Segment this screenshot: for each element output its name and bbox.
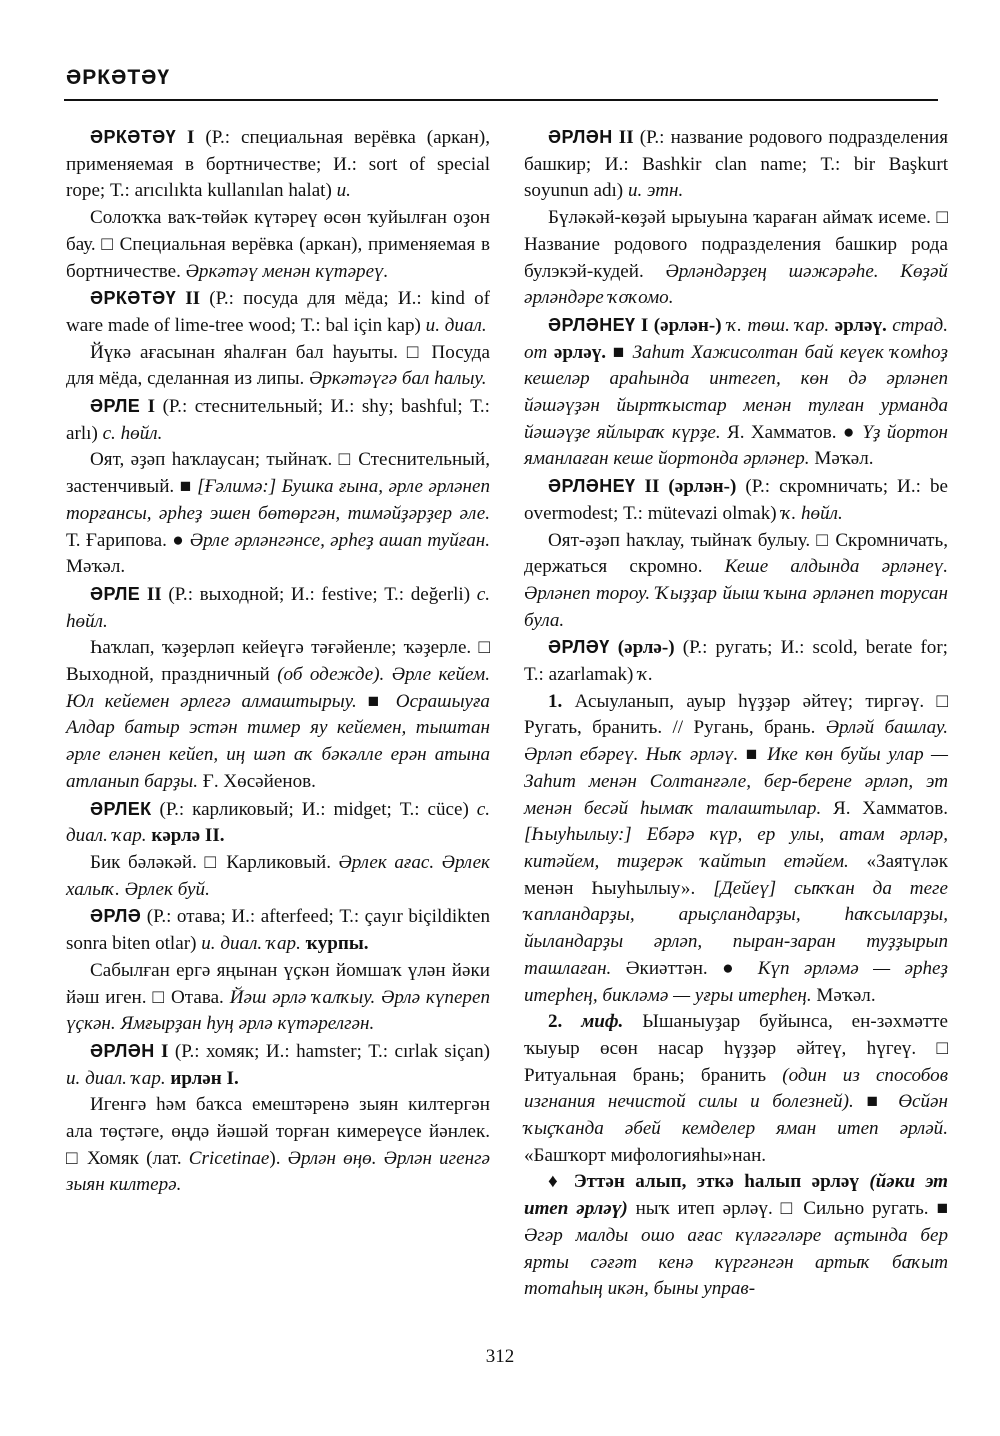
italic-text: страд. от [524, 314, 948, 363]
bold-text: 2. [548, 1011, 563, 1033]
header-rule [64, 99, 938, 101]
dictionary-paragraph [66, 581, 490, 635]
plain-text: Выходной, праздничный [66, 664, 278, 686]
italic-text: Өсйән ҡыҫҡанда әбей кемделер яман итеп әрләй. [524, 1091, 948, 1140]
open-square-marker: □ [101, 233, 114, 255]
page-number: 312 [485, 1346, 515, 1367]
plain-text: (Р.: скромничать; И.: be overmodest; Т.: mütevazi olmak) [524, 476, 948, 524]
italic-text: с. һөйл. [66, 583, 490, 632]
plain-text: «Заятүләк менән Һыуһылыу». [524, 850, 948, 899]
open-square-marker: □ [780, 1198, 796, 1220]
dictionary-paragraph [66, 635, 490, 795]
bold-text: әрләү. [829, 314, 887, 336]
plain-text: Карликовый. [218, 851, 339, 873]
plain-text: (Р.: карликовый; И.: midget; Т.: cüce) [151, 798, 477, 820]
italic-text: Кеше алдында әрләнеү. Əрләнеп тороу. Ҡыҙҙар йыш ҡына әрләнеп торусан була. [524, 556, 948, 631]
bold-text: I [176, 127, 206, 148]
filled-square-marker: ■ [745, 744, 760, 766]
open-square-marker: □ [66, 1147, 80, 1169]
italic-text: ҡ. һөйл. [781, 502, 843, 524]
bold-text: 1. [548, 690, 563, 712]
bold-text: II (әрлән-) [635, 476, 746, 498]
plain-text [357, 691, 368, 712]
headword: ƏРЛЕК [90, 798, 152, 819]
italic-text: [Дейеү] сыҡҡан да теге ҡапландарҙы, арыҫландарҙы, һаҡсыларҙы, йыландарҙы әрләп, пыран-заран туҙҙырып ташлаған. [524, 877, 948, 979]
open-square-marker: □ [478, 637, 490, 659]
headword: ƏРЛƏНЕҮ [548, 314, 636, 335]
dictionary-paragraph [66, 796, 490, 850]
bold-text: ● [172, 529, 185, 551]
italic-text: с. диал. ҡар. [66, 798, 490, 847]
plain-text: «Башҡорт мифологияһы»нан. [524, 1144, 767, 1166]
italic-text: u. этн. [627, 180, 684, 202]
bold-text: ♦ Эттән алып, эткә һалып әрләү [548, 1171, 859, 1193]
dictionary-paragraph [66, 850, 490, 903]
plain-text: Отава. [165, 986, 230, 1008]
plain-text: (Р.: хомяк; И.: hamster; Т.: cırlak siçan) [174, 1040, 490, 1062]
plain-text: (Р.: стеснительный; И.: shy; bashful; Т.: arlı) [66, 396, 490, 444]
headword: ƏРЛЕ [90, 396, 141, 417]
bold-text: I [140, 396, 163, 418]
italic-text: Əгәр малды ошо ағас күләгәләре аҫтында бер ярты сәғәт кенә күргәнгән артыҡ баҡыт тотаһың икән, быны управ- [524, 1224, 948, 1300]
plain-text: Стеснительный, застенчивый. [66, 449, 490, 498]
open-square-marker: □ [936, 1037, 948, 1059]
plain-text: Т. Ғарипова. [66, 529, 173, 551]
bold-text: ● [722, 957, 744, 979]
italic-text: Əрлән өңө. Əрлән игенгә зыян килтерә. [66, 1147, 491, 1196]
bold-text: ● [842, 421, 857, 443]
italic-text: u. диал. ҡар. [66, 1067, 166, 1089]
bold-text: әрләү. [547, 341, 607, 363]
plain-text: (Р.: ругать; И.: scold, berate for; Т.: azarlamak) [524, 637, 948, 686]
plain-text: Я. Хамматов. [821, 797, 948, 819]
italic-text: Əрләндәрҙең шәжәрәһе. Көҙәй әрләндәре ҡоҡомо. [524, 260, 948, 309]
open-square-marker: □ [936, 690, 948, 712]
open-square-marker: □ [152, 986, 166, 1008]
plain-text: (Р.: название родового подразделения башкир; И.: Bashkir clan name; Т.: bir Başkurt soyunun adı) [524, 127, 948, 202]
plain-text [854, 1091, 867, 1112]
italic-text: ҡ. [638, 664, 654, 686]
dictionary-paragraph [66, 285, 490, 339]
plain-text: (Р.: специальная верёвка (аркан), применяемая в бортничестве; И.: sort of special rope; Т.: arıcılıkta kullanılan halat) [66, 127, 490, 202]
italic-text: [Ғәлимә:] Бушка ғына, әрле әрләнеп торғансы, әрһеҙ эшен бөтөргән, тимәйҙәрҙер әле. [66, 476, 490, 524]
italic-text: Күп әрләмә — әрһеҙ итерһең, бикләмә — уғры итерһең. [524, 957, 948, 1006]
bold-text: (әрлә-) [609, 637, 683, 659]
dictionary-paragraph [524, 528, 948, 635]
filled-square-marker: ■ [866, 1091, 886, 1113]
open-square-marker: □ [936, 207, 948, 229]
italic-text: Əрлек ағас. Əрлек халыҡ. Əрлек буй. [66, 851, 490, 900]
plain-text: Я. Хамматов. [720, 421, 843, 443]
plain-text: Название родового подразделения башкир рода булэкэй-кудей. [524, 233, 948, 282]
plain-text: Сильно ругать. [795, 1198, 937, 1220]
dictionary-paragraph [66, 124, 490, 205]
plain-text: ). [269, 1147, 288, 1169]
plain-text: Ритуальная брань; бранить [524, 1064, 783, 1086]
plain-text: Асыуланып, ауыр һүҙҙәр әйтеү; тиргәү. [562, 690, 937, 712]
open-square-marker: □ [406, 341, 423, 363]
dictionary-paragraph [66, 903, 490, 957]
italic-text: ҡ. төш. ҡар. [727, 314, 830, 336]
plain-text: Сабылған ергә яңынан үҫкән йомшаҡ үлән йәки йәш иген. [66, 959, 490, 1008]
bold-text: II [176, 288, 210, 310]
bold-italic-text: (йәки эт итеп әрләү) [524, 1171, 948, 1220]
headword: ƏРЛƏҮ [548, 637, 610, 658]
dictionary-paragraph [66, 1092, 490, 1199]
dictionary-paragraph [524, 205, 948, 312]
plain-text: Специальная верёвка (аркан), применяемая в бортничестве. [66, 233, 490, 282]
headword: ƏРЛƏ [90, 906, 142, 927]
open-square-marker: □ [816, 529, 830, 551]
bold-text: ҡурпы. [300, 933, 369, 955]
bold-text: II [612, 127, 640, 148]
filled-square-marker: ■ [367, 690, 386, 712]
dictionary-paragraph [66, 1038, 490, 1092]
plain-text: Ругать, бранить. // Ругань, брань. [524, 717, 826, 739]
headword: ƏРЛƏН [90, 1040, 155, 1061]
filled-square-marker: ■ [936, 1198, 948, 1220]
plain-text: Ғ. Хөсәйенов. [198, 770, 316, 792]
plain-text: Скромничать, держаться скромно. [524, 529, 948, 578]
headword: ƏРКƏТƏҮ [90, 288, 177, 309]
right-column [524, 124, 948, 1303]
plain-text: (Р.: посуда для мёда; И.: kind of ware made of lime-tree wood; Т.: bal için kap) [66, 288, 490, 336]
left-column [66, 124, 490, 1199]
open-square-marker: □ [338, 449, 352, 471]
italic-text: u. [336, 180, 351, 202]
plain-text: Йүкә ағасынан яһалған бал һауыты. [90, 341, 407, 363]
bold-text: II [140, 583, 169, 605]
italic-text: Əркәтәү менән күтәреү. [185, 260, 389, 282]
plain-text [738, 744, 745, 765]
plain-text: Мәҡәл. [809, 448, 874, 470]
plain-text: ныҡ итеп әрләү. [627, 1198, 781, 1220]
italic-text: Əрле әрләнгәнсе, әрһеҙ ашап туйған. [184, 529, 490, 551]
dictionary-paragraph [524, 473, 948, 527]
dictionary-paragraph [66, 958, 490, 1038]
italic-text: Заһит Хажисолтан бай кеүек ҡомһоҙ кешеләр араһында интегеп, көн дә әрләнеп йәшәүҙән йыртҡыстар менән тулған урманда йәшәүҙе яйлыраҡ күрҙе. [524, 341, 948, 443]
plain-text: Бик бәләкәй. [90, 851, 205, 873]
plain-text: Солоҡҡа ваҡ-төйәк күтәреү өсөн ҡуйылған оҙон бау. [66, 207, 490, 255]
dictionary-paragraph [524, 634, 948, 688]
running-head: ƏРКƏТƏҮ [66, 66, 171, 89]
plain-text: (Р.: выходной; И.: festive; Т.: değerli) [168, 583, 477, 605]
plain-text: Посуда для мёда, сделанная из липы. [66, 341, 490, 390]
plain-text: Ышаныуҙар буйынса, ен-зәхмәтте ҡыуыр өсөн насар һүҙҙәр әйтеү, һүгеү. [524, 1011, 948, 1059]
plain-text: Бүләкәй-көҙәй ырыуына ҡараған аймаҡ исеме. [548, 207, 937, 229]
italic-text: Ике көн буйы улар — Заһит менән Солтанғәле, бер-берене әрләп, эт менән бесәй һымаҡ талаштылар. [524, 744, 948, 819]
dictionary-paragraph [524, 1009, 948, 1169]
plain-text: Хомяк (лат. [79, 1147, 189, 1169]
headword: ƏРЛЕ [90, 583, 141, 604]
italic-text: Үҙ йортон яманлаған кеше йортонда әрләнер. [524, 421, 948, 470]
plain-text: Игенгә һәм баҡса емештәренә зыян килтергән ала төҫтәге, өңдә йәшәй торған кимереүсе йәнлек. [66, 1094, 490, 1143]
italic-text: Əркәтәүгә бал һалыу. [309, 368, 487, 390]
headword: ƏРЛƏН [548, 127, 613, 147]
italic-text: Cricetinae [188, 1147, 270, 1169]
dictionary-paragraph [66, 393, 490, 447]
bold-text: кәрлә II. [146, 825, 225, 847]
open-square-marker: □ [204, 851, 219, 873]
italic-text: u. диал. [425, 314, 487, 336]
dictionary-paragraph [524, 312, 948, 473]
filled-square-marker: ■ [179, 476, 192, 498]
dictionary-paragraph [524, 1169, 948, 1303]
dictionary-paragraph [66, 205, 490, 285]
plain-text: Мәҡәл. [811, 984, 876, 1006]
italic-text: Əрле кейем. Юл кейемен әрлегә алмаштырыу. [66, 664, 490, 712]
dictionary-paragraph [524, 124, 948, 205]
italic-text: (один из способов изгнания нечистой силы и болезней). [524, 1064, 948, 1113]
headword: ƏРЛƏНЕҮ [548, 476, 636, 497]
plain-text: Мәҡәл. [66, 556, 126, 578]
dictionary-paragraph [66, 340, 490, 393]
dictionary-paragraph [524, 689, 948, 1009]
plain-text: Əкиәттән. [611, 957, 723, 979]
italic-text: Йәш әрлә ҡалҡыу. Əрлә күпереп үҫкән. Ямғырҙан һуң әрлә күтәрелгән. [66, 986, 490, 1035]
filled-square-marker: ■ [612, 341, 627, 363]
italic-text: u. диал. ҡар. [201, 933, 301, 955]
italic-text: с. һөйл. [102, 422, 163, 444]
italic-text: Əрләй башлау. Əрләп ебәреү. Ныҡ әрләү. [524, 717, 948, 766]
plain-text: Оят-әҙәп һаҡлау, тыйнаҡ булыу. [548, 529, 817, 551]
plain-text: (Р.: отава; И.: afterfeed; Т.: çayır biçildikten sonra biten otlar) [66, 906, 490, 955]
plain-text: Оят, әҙәп һаҡлаусан; тыйнаҡ. [90, 449, 339, 471]
plain-text [606, 342, 613, 363]
headword: ƏРКƏТƏҮ [90, 127, 177, 147]
plain-text: Һаҡлап, ҡәҙерләп кейеүгә тәғәйенле; ҡәҙерле. [90, 637, 479, 659]
bold-italic-text: миф. [562, 1011, 624, 1033]
italic-text: (об одежде). [277, 664, 385, 686]
italic-text: Осрашыуға Алдар батыр эстән тимер яу кейемен, тыштан әрле еләнен кейеп, иң шәп аҡ бәкәлле ерән атына атланып барҙы. [66, 690, 490, 792]
bold-text: I (әрлән-) [635, 314, 728, 336]
dictionary-paragraph [66, 447, 490, 581]
bold-text: I [154, 1040, 175, 1062]
italic-text: [Һыуһылыу:] Ебәрә күр, ер улы, атам әрләр, китәйем, тиҙерәк ҡайтып етәйем. [524, 824, 948, 872]
bold-text: ирлән I. [165, 1067, 239, 1089]
